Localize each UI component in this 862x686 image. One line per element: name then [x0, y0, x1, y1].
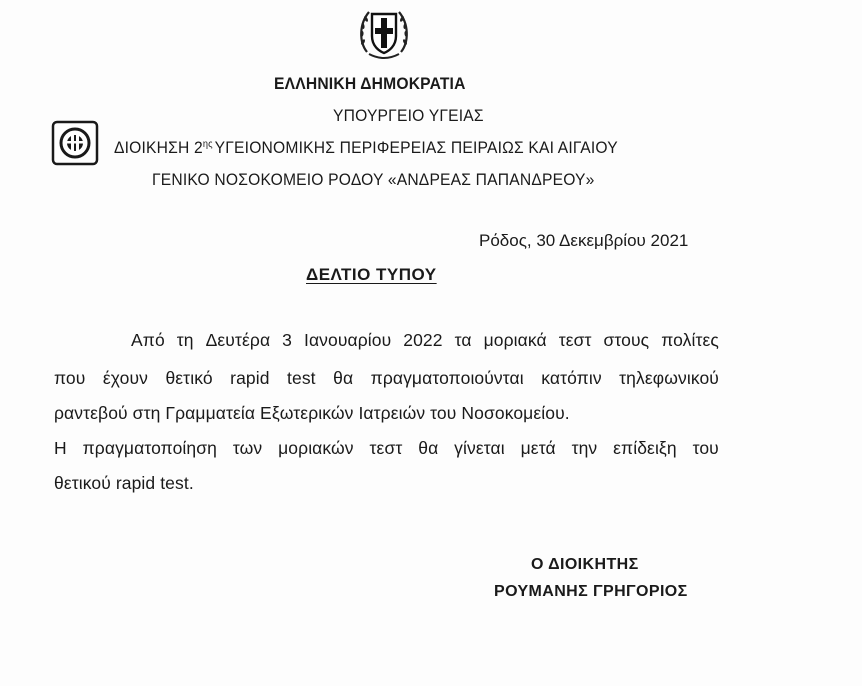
body-line-2: [54, 368, 719, 389]
body-word: του: [692, 438, 719, 458]
body-word: rapid: [230, 368, 270, 388]
body-word: 2022: [403, 330, 443, 350]
signatory-name: ΡΟΥΜΑΝΗΣ ΓΡΗΓΟΡΙΟΣ: [494, 583, 688, 600]
body-word: των: [232, 438, 263, 458]
body-word: πραγματοποίηση: [82, 438, 217, 458]
body-word: Από: [131, 330, 165, 350]
body-line-1: [131, 330, 719, 351]
health-region-suffix: ΥΓΕΙΟΝΟΜΙΚΗΣ ΠΕΡΙΦΕΡΕΙΑΣ ΠΕΙΡΑΙΩΣ ΚΑΙ ΑΙΓΑΙΟΥ: [214, 138, 618, 157]
body-word: πραγματοποιούνται: [370, 368, 524, 388]
body-word: τεστ: [558, 330, 592, 350]
body-word: Ιανουαρίου: [303, 330, 392, 350]
health-region-prefix: ΔΙΟΙΚΗΣΗ 2: [114, 138, 203, 157]
body-word: τεστ: [369, 438, 403, 458]
body-word: που: [54, 368, 86, 388]
body-word: την: [571, 438, 598, 458]
health-region-ordinal: ης: [202, 139, 213, 150]
body-line-5: θετικού rapid test.: [54, 473, 194, 493]
body-word: μετά: [520, 438, 556, 458]
body-word: test: [287, 368, 316, 388]
hospital-logo-icon: [51, 120, 99, 166]
ministry-heading: ΥΠΟΥΡΓΕΙΟ ΥΓΕΙΑΣ: [333, 106, 484, 125]
body-word: θα: [418, 438, 439, 458]
body-word: μοριακά: [483, 330, 547, 350]
body-word: τηλεφωνικού: [619, 368, 719, 388]
body-word: πολίτες: [661, 330, 719, 350]
body-word: γίνεται: [454, 438, 505, 458]
hospital-heading: ΓΕΝΙΚΟ ΝΟΣΟΚΟΜΕΙΟ ΡΟΔΟΥ «ΑΝΔΡΕΑΣ ΠΑΠΑΝΔΡΕΟΥ»: [152, 170, 595, 189]
greek-coat-of-arms-icon: [355, 2, 413, 64]
body-word: τα: [454, 330, 472, 350]
body-word: θετικό: [165, 368, 213, 388]
body-word: Δευτέρα: [205, 330, 271, 350]
body-word: κατόπιν: [541, 368, 602, 388]
body-word: έχουν: [102, 368, 148, 388]
health-region-heading: [114, 138, 618, 158]
body-word: επίδειξη: [613, 438, 677, 458]
body-line-3: ραντεβού στη Γραμματεία Εξωτερικών Ιατρειών του Νοσοκομείου.: [54, 403, 570, 423]
signatory-role: Ο ΔΙΟΙΚΗΤΗΣ: [531, 556, 639, 573]
body-word: τη: [176, 330, 194, 350]
body-line-4: [54, 438, 719, 459]
body-word: 3: [282, 330, 292, 350]
republic-heading: ΕΛΛΗΝΙΚΗ ΔΗΜΟΚΡΑΤΙΑ: [274, 74, 466, 93]
date-line: Ρόδος, 30 Δεκεμβρίου 2021: [479, 231, 689, 250]
document-title: ΔΕΛΤΙΟ ΤΥΠΟΥ: [306, 265, 437, 284]
body-word: Η: [54, 438, 67, 458]
body-word: θα: [333, 368, 354, 388]
body-word: μοριακών: [278, 438, 354, 458]
body-word: στους: [603, 330, 650, 350]
